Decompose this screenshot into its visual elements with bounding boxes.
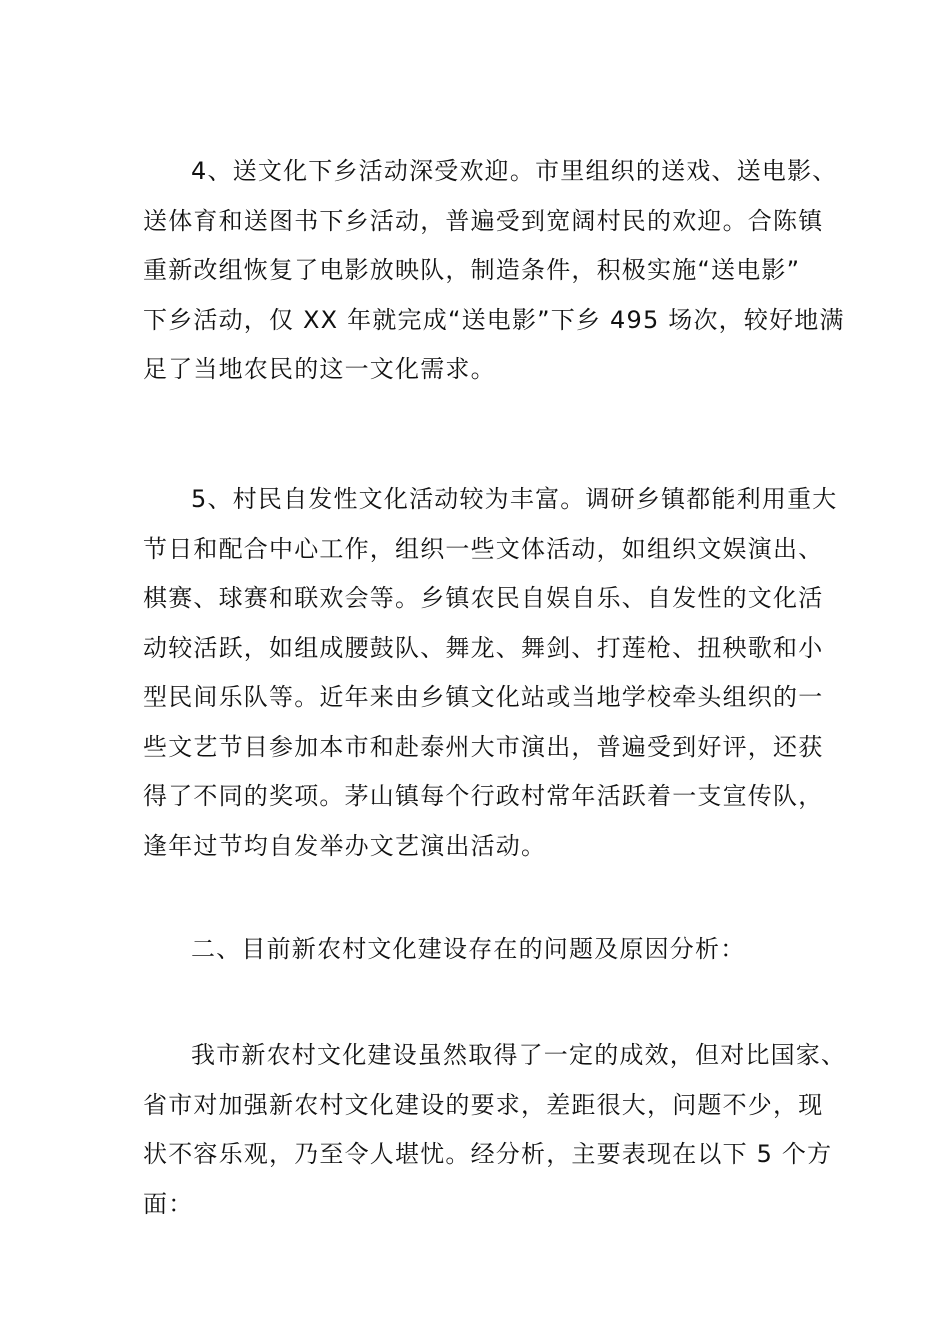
paragraph-line: 节日和配合中心工作，组织一些文体活动，如组织文娱演出、 [143,534,824,563]
paragraph-cultural-outreach [143,147,845,395]
section-heading [143,925,833,975]
paragraph-line: 面： [143,1189,194,1218]
paragraph-line: 送体育和送图书下乡活动，普遍受到宽阔村民的欢迎。合陈镇 [143,206,824,235]
paragraph-line: 足了当地农民的这一文化需求。 [143,355,496,383]
paragraph-line: 些文艺节目参加本市和赴泰州大市演出，普遍受到好评，还获 [143,732,824,761]
paragraph-line: 棋赛、球赛和联欢会等。乡镇农民自娱自乐、自发性的文化活 [143,584,824,612]
section-heading-text: 二、目前新农村文化建设存在的问题及原因分析： [191,935,746,963]
paragraph-line: 5、村民自发性文化活动较为丰富。调研乡镇都能利用重大 [191,485,838,513]
paragraph-line: 省市对加强新农村文化建设的要求，差距很大，问题不少，现 [143,1090,824,1119]
paragraph-line: 我市新农村文化建设虽然取得了一定的成效，但对比国家、 [191,1041,847,1069]
paragraph-line: 动较活跃，如组成腰鼓队、舞龙、舞剑、打莲枪、扭秧歌和小 [143,633,824,662]
paragraph-line: 型民间乐队等。近年来由乡镇文化站或当地学校牵头组织的一 [143,683,824,711]
paragraph-line: 4、送文化下乡活动深受欢迎。市里组织的送戏、送电影、 [191,157,838,185]
paragraph-line: 状不容乐观，乃至令人堪忧。经分析，主要表现在以下 5 个方 [143,1140,833,1168]
paragraph-line: 重新改组恢复了电影放映队，制造条件，积极实施“送电影” [143,256,801,284]
paragraph-line: 下乡活动，仅 XX 年就完成“送电影”下乡 495 场次，较好地满 [143,305,845,334]
paragraph-line: 得了不同的奖项。茅山镇每个行政村常年活跃着一支宣传队， [143,782,824,810]
paragraph-spontaneous-activities [143,475,838,871]
paragraph-line: 逢年过节均自发举办文艺演出活动。 [143,831,547,860]
paragraph-problems-intro [143,1031,847,1229]
